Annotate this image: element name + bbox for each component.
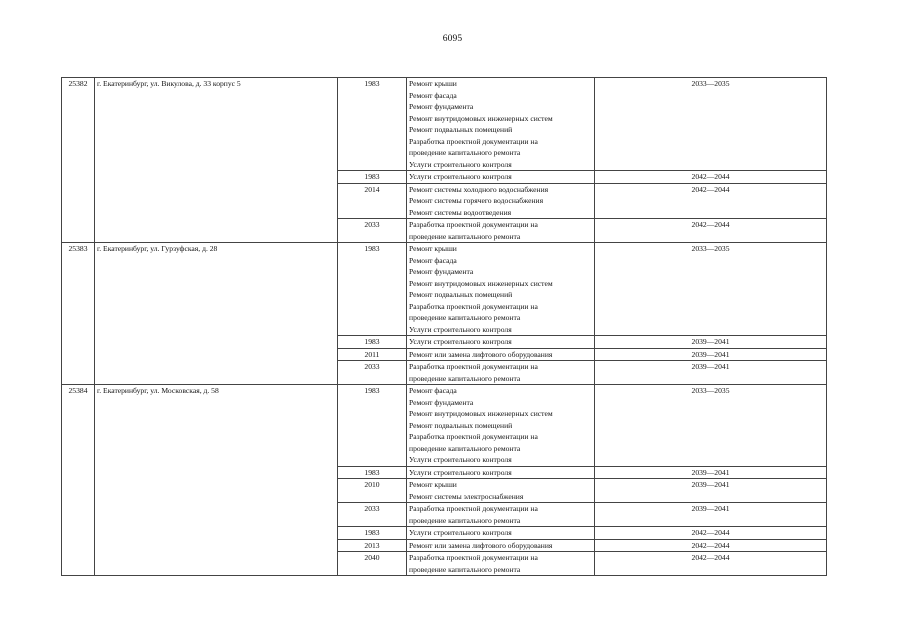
work-item: Ремонт фасада bbox=[409, 386, 457, 395]
work-item: Ремонт крыши bbox=[409, 244, 457, 253]
work-item: Ремонт внутридомовых инженерных систем bbox=[409, 409, 553, 418]
entry-works bbox=[407, 539, 595, 552]
work-item: Ремонт фасада bbox=[409, 255, 457, 265]
table-row bbox=[62, 243, 827, 336]
work-item: Разработка проектной документации на bbox=[409, 553, 538, 562]
work-item: Ремонт подвальных помещений bbox=[409, 420, 513, 430]
work-item: Разработка проектной документации на bbox=[409, 504, 538, 513]
entry-period: 2042—2044 bbox=[595, 539, 827, 552]
work-item: Ремонт или замена лифтового оборудования bbox=[409, 540, 553, 550]
work-item: Ремонт крыши bbox=[409, 79, 457, 88]
work-item: Ремонт системы горячего водоснабжения bbox=[409, 196, 544, 205]
work-item: Разработка проектной документации на bbox=[409, 220, 538, 229]
entry-period: 2039—2041 bbox=[595, 348, 827, 361]
repair-schedule-table bbox=[61, 77, 827, 576]
entry-year: 1983 bbox=[338, 78, 407, 171]
work-item: Ремонт подвальных помещений bbox=[409, 125, 513, 134]
entry-works bbox=[407, 243, 595, 336]
work-item: Услуги строительного контроля bbox=[409, 172, 512, 181]
work-item: Ремонт внутридомовых инженерных систем bbox=[409, 278, 553, 288]
entry-year: 1983 bbox=[338, 466, 407, 479]
entry-year: 2011 bbox=[338, 348, 407, 361]
table-row bbox=[62, 385, 827, 467]
schedule-body bbox=[62, 78, 827, 576]
entry-works bbox=[407, 385, 595, 467]
entry-works bbox=[407, 348, 595, 361]
entry-period: 2039—2041 bbox=[595, 361, 827, 385]
entry-year: 1983 bbox=[338, 336, 407, 349]
work-item: проведение капитального ремонта bbox=[409, 443, 521, 453]
building-address: г. Екатеринбург, ул. Гурзуфская, д. 28 bbox=[95, 243, 338, 385]
work-item: проведение капитального ремонта bbox=[409, 231, 521, 241]
work-item: Ремонт фундамента bbox=[409, 102, 474, 111]
building-id: 25383 bbox=[62, 243, 95, 385]
work-item: Услуги строительного контроля bbox=[409, 159, 512, 169]
entry-year: 1983 bbox=[338, 171, 407, 184]
work-item: Услуги строительного контроля bbox=[409, 324, 512, 334]
entry-year: 2010 bbox=[338, 479, 407, 503]
work-item: Ремонт фасада bbox=[409, 90, 457, 100]
work-item: Ремонт фундамента bbox=[409, 397, 474, 407]
work-item: Ремонт внутридомовых инженерных систем bbox=[409, 113, 553, 123]
entry-works bbox=[407, 479, 595, 503]
entry-year: 1983 bbox=[338, 527, 407, 540]
work-item: Ремонт системы электроснабжения bbox=[409, 491, 524, 501]
entry-works bbox=[407, 503, 595, 527]
work-item: проведение капитального ремонта bbox=[409, 373, 521, 383]
entry-period: 2042—2044 bbox=[595, 219, 827, 243]
work-item: Ремонт системы водоотведения bbox=[409, 207, 512, 217]
work-item: Ремонт системы холодного водоснабжения bbox=[409, 184, 549, 194]
entry-period: 2033—2035 bbox=[595, 78, 827, 171]
entry-period: 2033—2035 bbox=[595, 385, 827, 467]
work-item: Ремонт или замена лифтового оборудования bbox=[409, 349, 553, 359]
entry-works bbox=[407, 336, 595, 349]
entry-works bbox=[407, 171, 595, 184]
work-item: Разработка проектной документации на bbox=[409, 362, 538, 371]
entry-year: 2040 bbox=[338, 552, 407, 576]
work-item: Ремонт подвальных помещений bbox=[409, 290, 513, 299]
entry-works bbox=[407, 78, 595, 171]
entry-works bbox=[407, 361, 595, 385]
work-item: Разработка проектной документации на bbox=[409, 432, 538, 441]
building-address: г. Екатеринбург, ул. Викулова, д. 33 корпус 5 bbox=[95, 78, 338, 243]
entry-period: 2042—2044 bbox=[595, 183, 827, 219]
entry-year: 2033 bbox=[338, 219, 407, 243]
page-number: 6095 bbox=[442, 34, 463, 44]
building-id: 25382 bbox=[62, 78, 95, 243]
entry-period: 2039—2041 bbox=[595, 503, 827, 527]
entry-year: 2013 bbox=[338, 539, 407, 552]
entry-year: 1983 bbox=[338, 243, 407, 336]
entry-period: 2033—2035 bbox=[595, 243, 827, 336]
entry-period: 2039—2041 bbox=[595, 479, 827, 503]
building-address: г. Екатеринбург, ул. Московская, д. 58 bbox=[95, 385, 338, 576]
work-item: проведение капитального ремонта bbox=[409, 313, 521, 322]
entry-period: 2042—2044 bbox=[595, 552, 827, 576]
entry-works bbox=[407, 219, 595, 243]
entry-period: 2039—2041 bbox=[595, 336, 827, 349]
work-item: проведение капитального ремонта bbox=[409, 148, 521, 157]
work-item: Разработка проектной документации на bbox=[409, 136, 538, 146]
entry-works bbox=[407, 466, 595, 479]
entry-year: 1983 bbox=[338, 385, 407, 467]
entry-works bbox=[407, 552, 595, 576]
entry-year: 2014 bbox=[338, 183, 407, 219]
entry-period: 2042—2044 bbox=[595, 171, 827, 184]
work-item: Услуги строительного контроля bbox=[409, 467, 512, 477]
work-item: Ремонт фундамента bbox=[409, 267, 474, 276]
entry-works bbox=[407, 527, 595, 540]
entry-year: 2033 bbox=[338, 503, 407, 527]
work-item: Разработка проектной документации на bbox=[409, 301, 538, 311]
entry-period: 2039—2041 bbox=[595, 466, 827, 479]
work-item: проведение капитального ремонта bbox=[409, 564, 521, 574]
work-item: проведение капитального ремонта bbox=[409, 515, 521, 525]
entry-works bbox=[407, 183, 595, 219]
building-id: 25384 bbox=[62, 385, 95, 576]
work-item: Ремонт крыши bbox=[409, 480, 457, 489]
entry-year: 2033 bbox=[338, 361, 407, 385]
work-item: Услуги строительного контроля bbox=[409, 528, 512, 537]
entry-period: 2042—2044 bbox=[595, 527, 827, 540]
work-item: Услуги строительного контроля bbox=[409, 337, 512, 346]
table-row bbox=[62, 78, 827, 171]
work-item: Услуги строительного контроля bbox=[409, 455, 512, 464]
